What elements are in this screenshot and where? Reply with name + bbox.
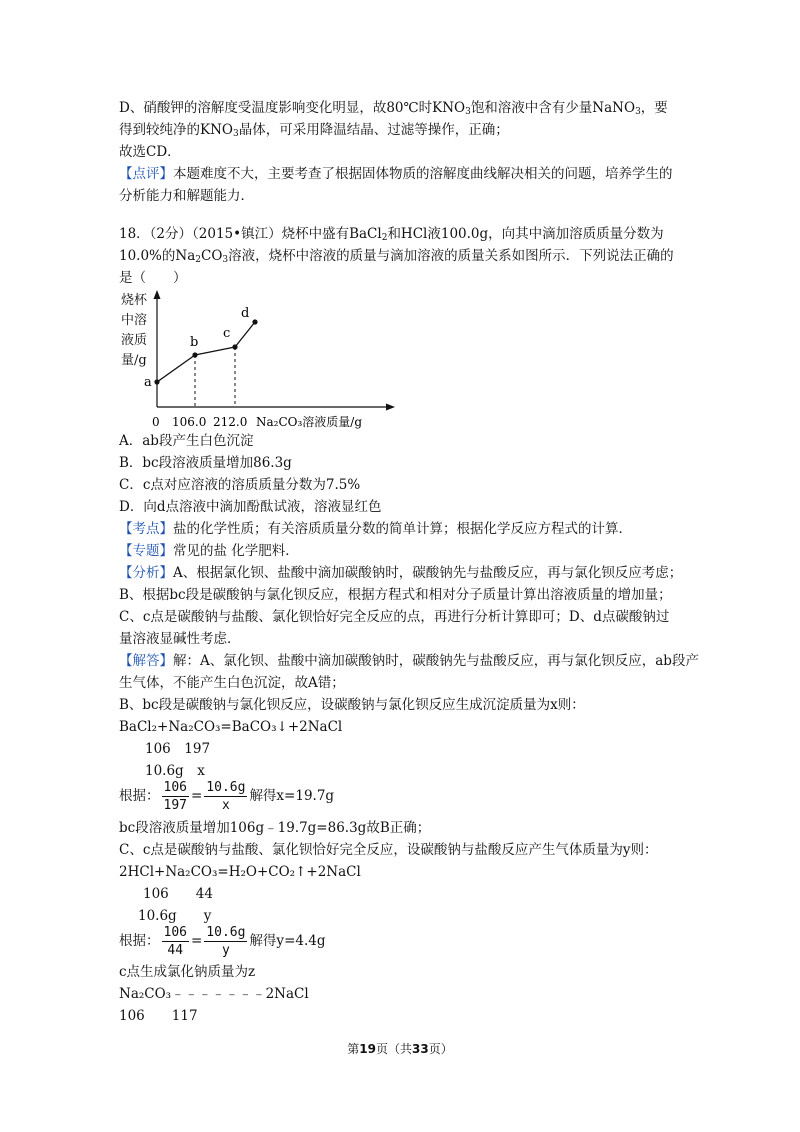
answer-choice: 故选CD．: [119, 144, 181, 160]
y-label-line1: 烧杯: [121, 293, 148, 308]
zhuanti-line: 【专题】常见的盐 化学肥料．: [119, 543, 299, 559]
equation-1: BaCl₂+Na₂CO₃=BaCO₃↓+2NaCl: [119, 719, 343, 735]
fraction-1: $\frac{106}{197}$: [163, 780, 187, 813]
option-a[interactable]: A．ab段产生白色沉淀: [119, 433, 254, 449]
fraction-2: $\frac{10.6g}{x}$: [206, 780, 246, 813]
x-axis-arrow: [386, 404, 395, 411]
point-label-c: c: [223, 326, 231, 341]
z-line: c点生成氯化钠质量为z: [119, 964, 256, 980]
equation-1-values: 10.6g x: [145, 763, 205, 779]
fenxi-line1: 【分析】A、根据氯化钡、盐酸中滴加碳酸钠时，碳酸钠先与盐酸反应，再与氯化钡反应考虑；: [119, 565, 683, 581]
point-label-a: a: [144, 375, 152, 390]
equation-3: Na₂CO₃﹣﹣﹣﹣﹣﹣﹣2NaCl: [119, 986, 309, 1002]
question-line1: 18．（2分）（2015•镇江）烧杯中盛有BaCl$_2$和HCl液100.0g，向其中滴加溶质质量分数为: [119, 226, 664, 243]
mass-chart: [119, 288, 399, 433]
fenxi-line4: 量溶液显碱性考虑．: [119, 631, 241, 647]
c-explanation: C、c点是碳酸钠与盐酸、氯化钡恰好完全反应，设碳酸钠与盐酸反应产生气体质量为y则：: [119, 842, 658, 858]
equation-1-masses: 106 197: [145, 741, 211, 757]
option-d-explanation-line1: D、硝酸钾的溶解度受温度影响变化明显，故80℃时$KNO_3$饱和溶液中含有少量NaNO$_3$，要: [119, 100, 668, 117]
kaodian-line: 【考点】盐的化学性质；有关溶质质量分数的简单计算；根据化学反应方程式的计算．: [119, 521, 632, 537]
jieda-tag: 【解答】: [119, 653, 173, 669]
review-tag: 【点评】: [119, 166, 173, 182]
jieda-line2: 生气体，不能产生白色沉淀，故A错；: [119, 675, 345, 691]
equation-2-values: 10.6g y: [138, 908, 212, 924]
segment-bc: [195, 347, 235, 355]
fraction-3: $\frac{106}{44}$: [163, 925, 187, 958]
jieda-line1: 【解答】解：A、氯化钡、盐酸中滴加碳酸钠时，碳酸钠先与盐酸反应，再与氯化钡反应，ab段产: [119, 653, 699, 669]
review-line1: 【点评】本题难度不大，主要考查了根据固体物质的溶解度曲线解决相关的问题，培养学生的: [119, 166, 673, 182]
point-label-b: b: [190, 335, 199, 350]
proportion-1: 根据： $\frac{106}{197}$ = $\frac{10.6g}{x}$ 解得x=19.7g: [119, 780, 335, 813]
segment-cd: [235, 322, 255, 347]
review-line2: 分析能力和解题能力．: [119, 188, 254, 204]
y-axis-arrow: [154, 290, 161, 299]
fenxi-line2: B、根据bc段是碳酸钠与氯化钡反应，根据方程式和相对分子质量计算出溶液质量的增加量；: [119, 587, 672, 603]
x-tick-label-2: 212.0: [213, 415, 248, 429]
y-label-line4: 量/g: [121, 353, 147, 368]
proportion-2: 根据： $\frac{106}{44}$ = $\frac{10.6g}{y}$ 解得y=4.4g: [119, 925, 326, 958]
kaodian-tag: 【考点】: [119, 521, 173, 537]
question-line2: 10.0%的$Na_2CO_3$溶液，烧杯中溶液的质量与滴加溶液的质量关系如图所示．下列说法正确的: [119, 248, 674, 265]
x-axis-label: Na₂CO₃溶液质量/g: [256, 415, 363, 429]
option-b[interactable]: B．bc段溶液质量增加86.3g: [119, 455, 292, 471]
zhuanti-tag: 【专题】: [119, 543, 173, 559]
question-line3: 是（ ）: [119, 270, 187, 286]
equation-2-masses: 106 44: [143, 886, 213, 902]
equation-2: 2HCl+Na₂CO₃=H₂O+CO₂↑+2NaCl: [119, 864, 361, 880]
fenxi-line3: C、c点是碳酸钠与盐酸、氯化钡恰好完全反应的点，再进行分析计算即可；D、d点碳酸钠过: [119, 609, 670, 625]
point-b: [192, 352, 197, 357]
fraction-4: $\frac{10.6g}{y}$: [206, 925, 246, 958]
jieda-line3: B、bc段是碳酸钠与氯化钡反应，设碳酸钠与氯化钡反应生成沉淀质量为x则：: [119, 697, 585, 713]
page-number: 19: [359, 1042, 376, 1056]
segment-ab: [157, 355, 195, 382]
equation-3-masses: 106 117: [119, 1008, 198, 1024]
x-tick-label-1: 106.0: [172, 415, 207, 429]
option-d-explanation-line2: 得到较纯净的$KNO_3$晶体，可采用降温结晶、过滤等操作，正确；: [119, 122, 509, 139]
page-total: 33: [412, 1042, 429, 1056]
origin-label: 0: [152, 415, 160, 429]
y-axis-label: [121, 292, 148, 368]
y-label-line2: 中溶: [121, 313, 148, 328]
y-label-line3: 液质: [121, 333, 148, 348]
option-d[interactable]: D．向d点溶液中滴加酚酞试液，溶液显红色: [119, 499, 382, 515]
page-footer: 第19页（共33页）: [347, 1042, 453, 1056]
bc-conclusion: bc段溶液质量增加106g﹣19.7g=86.3g故B正确；: [119, 820, 431, 836]
point-d: [252, 319, 257, 324]
point-c: [232, 344, 237, 349]
option-c[interactable]: C．c点对应溶液的溶质质量分数为7.5%: [119, 477, 361, 493]
point-a: [154, 379, 159, 384]
point-label-d: d: [241, 306, 250, 321]
fenxi-tag: 【分析】: [119, 565, 173, 581]
